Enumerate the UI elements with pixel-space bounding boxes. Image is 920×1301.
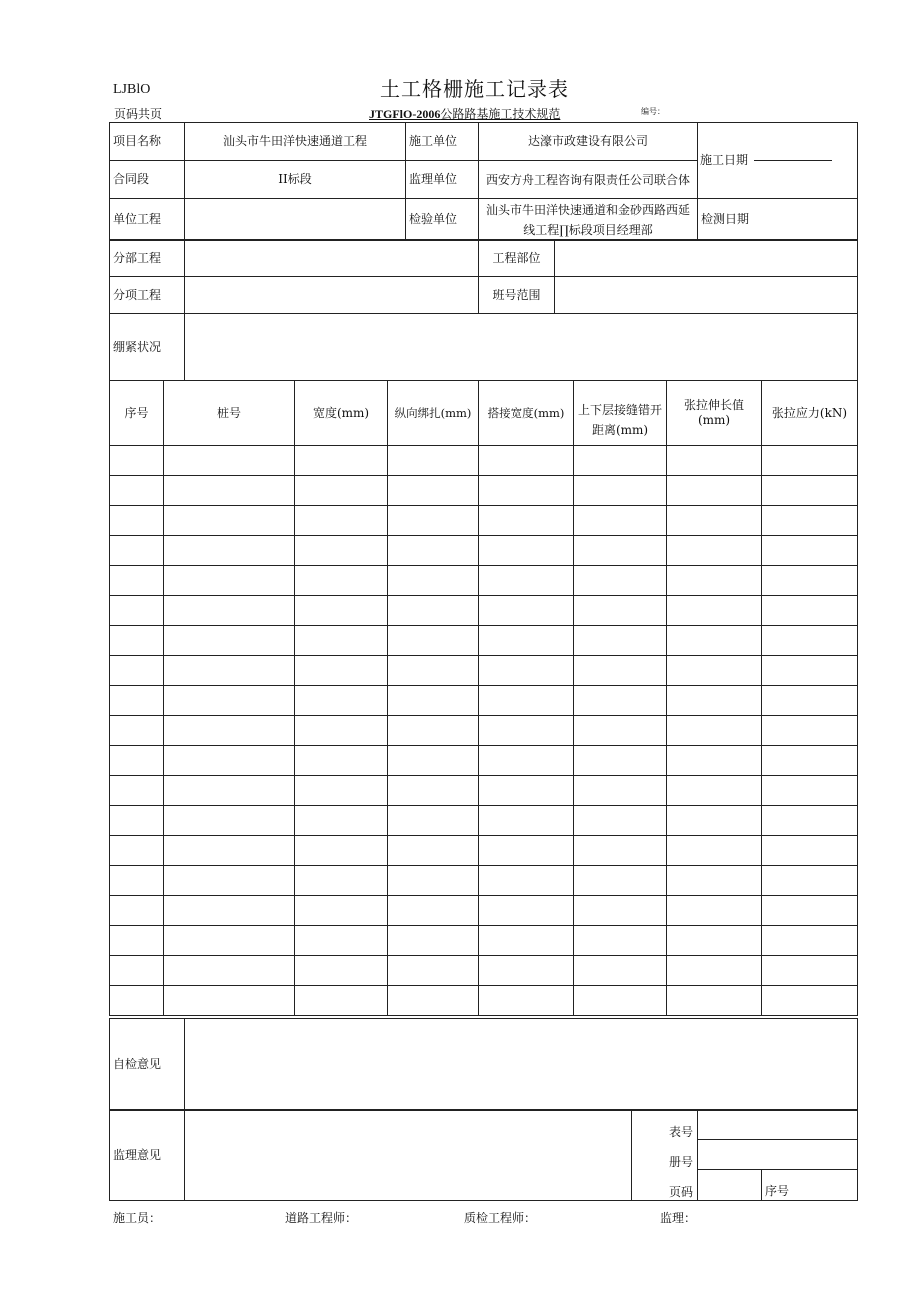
table-cell[interactable]: [388, 476, 479, 506]
signature-qc-engineer: 质检工程师：: [464, 1211, 537, 1225]
table-cell[interactable]: [295, 836, 388, 866]
table-row: [110, 686, 858, 716]
table-cell[interactable]: [762, 896, 858, 926]
table-cell[interactable]: [667, 596, 762, 626]
table-cell[interactable]: [479, 716, 574, 746]
table-cell[interactable]: [667, 686, 762, 716]
volume-no-value[interactable]: [698, 1140, 858, 1170]
table-cell[interactable]: [164, 596, 295, 626]
table-body: [110, 446, 858, 1016]
col-header-seq: 序号: [110, 381, 164, 446]
table-cell[interactable]: [667, 446, 762, 476]
table-cell[interactable]: [295, 536, 388, 566]
table-cell[interactable]: [762, 716, 858, 746]
table-cell[interactable]: [667, 566, 762, 596]
signature-supervisor: 监理：: [660, 1211, 697, 1225]
inspection-date-label[interactable]: 检测日期: [698, 199, 858, 241]
table-cell[interactable]: [388, 716, 479, 746]
table-cell[interactable]: [295, 716, 388, 746]
table-cell[interactable]: [110, 476, 164, 506]
table-cell[interactable]: [667, 626, 762, 656]
table-cell[interactable]: [164, 506, 295, 536]
table-cell[interactable]: [110, 806, 164, 836]
seq-no-label[interactable]: 序号: [762, 1170, 858, 1201]
table-row: [110, 566, 858, 596]
self-check-label: 自检意见: [110, 1019, 185, 1111]
table-cell[interactable]: [295, 506, 388, 536]
table-row: [110, 596, 858, 626]
table-cell[interactable]: [388, 536, 479, 566]
date-underline: [754, 160, 832, 161]
page-title: 土工格栅施工记录表: [380, 77, 569, 101]
table-cell[interactable]: [388, 506, 479, 536]
table-cell[interactable]: [667, 806, 762, 836]
form-code: LJBlO: [113, 82, 151, 97]
table-cell[interactable]: [110, 836, 164, 866]
page-no-label: 页码: [668, 1185, 693, 1199]
table-cell[interactable]: [762, 686, 858, 716]
table-cell[interactable]: [295, 446, 388, 476]
table-cell[interactable]: [667, 776, 762, 806]
location-value[interactable]: [555, 240, 858, 277]
table-row: [110, 716, 858, 746]
project-name-label: 项目名称: [110, 123, 185, 161]
subitem-label: 分项工程: [110, 277, 185, 314]
table-cell[interactable]: [762, 596, 858, 626]
table-cell[interactable]: [164, 746, 295, 776]
contractor-label: 施工单位: [406, 123, 479, 161]
table-row: [110, 926, 858, 956]
table-cell[interactable]: [295, 866, 388, 896]
table-cell[interactable]: [479, 926, 574, 956]
table-cell[interactable]: [164, 956, 295, 986]
self-check-table: [109, 1018, 858, 1111]
table-cell[interactable]: [164, 806, 295, 836]
table-cell[interactable]: [388, 626, 479, 656]
table-cell[interactable]: [479, 536, 574, 566]
table-cell[interactable]: [110, 626, 164, 656]
table-cell[interactable]: [667, 746, 762, 776]
table-cell[interactable]: [479, 686, 574, 716]
table-cell[interactable]: [164, 446, 295, 476]
standard-code: JTGFlO-2006: [369, 107, 441, 121]
table-cell[interactable]: [574, 626, 667, 656]
supervisor-label: 监理单位: [406, 161, 479, 199]
meta-label-cell: [632, 1110, 698, 1201]
table-cell[interactable]: [574, 656, 667, 686]
col-header-tension-stress: 张拉应力(kN): [762, 381, 858, 446]
table-cell[interactable]: [762, 626, 858, 656]
table-cell[interactable]: [110, 926, 164, 956]
supervision-label: 监理意见: [110, 1110, 185, 1201]
table-header-row: [110, 381, 858, 446]
table-cell[interactable]: [762, 536, 858, 566]
table-cell[interactable]: [295, 986, 388, 1016]
table-cell[interactable]: [388, 896, 479, 926]
table-cell[interactable]: [574, 446, 667, 476]
table-cell[interactable]: [388, 596, 479, 626]
table-cell[interactable]: [574, 536, 667, 566]
table-row: [110, 896, 858, 926]
signature-road-engineer: 道路工程师：: [285, 1211, 358, 1225]
table-cell[interactable]: [295, 956, 388, 986]
table-cell[interactable]: [164, 776, 295, 806]
standard-reference: [369, 105, 560, 122]
tension-status-label: 绷紧状况: [110, 314, 185, 381]
table-cell[interactable]: [295, 656, 388, 686]
table-cell[interactable]: [388, 956, 479, 986]
table-cell[interactable]: [164, 686, 295, 716]
unit-work-value[interactable]: [185, 199, 406, 241]
info-table-mid: [109, 239, 858, 381]
table-cell[interactable]: [667, 896, 762, 926]
construction-date-cell[interactable]: [698, 123, 858, 199]
inspection-unit-label: 检验单位: [406, 199, 479, 241]
table-cell[interactable]: [667, 506, 762, 536]
table-cell[interactable]: [388, 926, 479, 956]
table-cell[interactable]: [479, 746, 574, 776]
table-cell[interactable]: [479, 566, 574, 596]
table-cell[interactable]: [164, 476, 295, 506]
table-cell[interactable]: [479, 596, 574, 626]
table-row: [110, 506, 858, 536]
table-cell[interactable]: [574, 716, 667, 746]
table-cell[interactable]: [164, 566, 295, 596]
serial-number-label: 编号：: [641, 107, 665, 116]
table-cell[interactable]: [667, 656, 762, 686]
table-cell[interactable]: [479, 896, 574, 926]
info-table-top: [109, 122, 858, 241]
signature-worker: 施工员：: [113, 1211, 162, 1225]
table-cell[interactable]: [295, 896, 388, 926]
self-check-value[interactable]: [185, 1019, 858, 1111]
table-row: [110, 536, 858, 566]
table-cell[interactable]: [388, 566, 479, 596]
table-cell[interactable]: [762, 956, 858, 986]
table-cell[interactable]: [574, 506, 667, 536]
info-row: [110, 123, 858, 161]
page-no-value[interactable]: [698, 1170, 762, 1201]
table-cell[interactable]: [667, 716, 762, 746]
contract-section-value[interactable]: II标段: [185, 161, 406, 199]
table-cell[interactable]: [295, 626, 388, 656]
table-cell[interactable]: [295, 476, 388, 506]
table-cell[interactable]: [762, 566, 858, 596]
table-cell[interactable]: [762, 986, 858, 1016]
shift-range-value[interactable]: [555, 277, 858, 314]
table-cell[interactable]: [110, 986, 164, 1016]
table-cell[interactable]: [479, 656, 574, 686]
table-cell[interactable]: [388, 686, 479, 716]
table-cell[interactable]: [479, 986, 574, 1016]
page-count-label: 页码共页: [114, 107, 163, 121]
table-cell[interactable]: [574, 836, 667, 866]
table-cell[interactable]: [110, 506, 164, 536]
table-cell[interactable]: [164, 836, 295, 866]
table-cell[interactable]: [574, 776, 667, 806]
table-cell[interactable]: [574, 896, 667, 926]
table-cell[interactable]: [164, 536, 295, 566]
table-cell[interactable]: [110, 656, 164, 686]
table-row: [110, 986, 858, 1016]
table-row: [110, 866, 858, 896]
table-cell[interactable]: [295, 746, 388, 776]
table-cell[interactable]: [574, 926, 667, 956]
table-row: [110, 746, 858, 776]
table-row: [110, 776, 858, 806]
table-cell[interactable]: [762, 806, 858, 836]
supervision-row: [110, 1110, 858, 1140]
table-cell[interactable]: [574, 746, 667, 776]
table-cell[interactable]: [574, 566, 667, 596]
table-cell[interactable]: [110, 776, 164, 806]
construction-date-label: 施工日期: [700, 153, 749, 167]
table-cell[interactable]: [762, 926, 858, 956]
info-row: [110, 314, 858, 381]
table-cell[interactable]: [110, 896, 164, 926]
table-cell[interactable]: [388, 866, 479, 896]
table-cell[interactable]: [479, 476, 574, 506]
table-cell[interactable]: [479, 626, 574, 656]
info-row: [110, 277, 858, 314]
table-cell[interactable]: [295, 776, 388, 806]
table-cell[interactable]: [762, 506, 858, 536]
table-cell[interactable]: [574, 956, 667, 986]
table-cell[interactable]: [479, 806, 574, 836]
info-row: [110, 199, 858, 241]
table-cell[interactable]: [762, 446, 858, 476]
table-cell[interactable]: [388, 776, 479, 806]
contractor-value[interactable]: 达濠市政建设有限公司: [479, 123, 698, 161]
col-header-overlap-width: 搭接宽度(mm): [479, 381, 574, 446]
tension-status-value[interactable]: [185, 314, 858, 381]
table-cell[interactable]: [388, 656, 479, 686]
table-cell[interactable]: [667, 956, 762, 986]
table-row: [110, 956, 858, 986]
table-row: [110, 626, 858, 656]
table-cell[interactable]: [762, 776, 858, 806]
table-cell[interactable]: [762, 476, 858, 506]
location-label: 工程部位: [479, 240, 555, 277]
table-cell[interactable]: [164, 626, 295, 656]
table-cell[interactable]: [110, 716, 164, 746]
table-cell[interactable]: [667, 986, 762, 1016]
table-cell[interactable]: [295, 596, 388, 626]
table-cell[interactable]: [667, 836, 762, 866]
table-cell[interactable]: [110, 746, 164, 776]
table-row: [110, 656, 858, 686]
table-cell[interactable]: [110, 536, 164, 566]
col-header-elongation: 张拉伸长值(mm): [667, 381, 762, 446]
project-name-value[interactable]: 汕头市牛田洋快速通道工程: [185, 123, 406, 161]
table-cell[interactable]: [110, 596, 164, 626]
table-cell[interactable]: [388, 806, 479, 836]
col-header-seam-offset: 上下层接缝错开距离(mm): [574, 381, 667, 446]
table-cell[interactable]: [762, 836, 858, 866]
table-cell[interactable]: [574, 866, 667, 896]
table-cell[interactable]: [667, 476, 762, 506]
table-row: [110, 446, 858, 476]
unit-work-label: 单位工程: [110, 199, 185, 241]
table-cell[interactable]: [762, 656, 858, 686]
table-cell[interactable]: [479, 446, 574, 476]
table-cell[interactable]: [762, 746, 858, 776]
supervisor-value[interactable]: 西安方舟工程咨询有限责任公司联合体: [479, 161, 698, 199]
contract-section-label: 合同段: [110, 161, 185, 199]
table-cell[interactable]: [762, 866, 858, 896]
record-table: [109, 380, 858, 1016]
supervision-table: [109, 1109, 858, 1201]
table-cell[interactable]: [164, 866, 295, 896]
table-cell[interactable]: [574, 986, 667, 1016]
table-row: [110, 836, 858, 866]
table-cell[interactable]: [667, 866, 762, 896]
form-no-label: 表号: [668, 1125, 693, 1139]
table-cell[interactable]: [479, 776, 574, 806]
table-cell[interactable]: [295, 686, 388, 716]
table-cell[interactable]: [479, 506, 574, 536]
table-cell[interactable]: [110, 686, 164, 716]
division-value[interactable]: [185, 240, 479, 277]
col-header-width: 宽度(mm): [295, 381, 388, 446]
supervision-value[interactable]: [185, 1110, 632, 1201]
table-cell[interactable]: [574, 686, 667, 716]
form-no-value[interactable]: [698, 1110, 858, 1140]
volume-no-label: 册号: [668, 1155, 693, 1169]
table-cell[interactable]: [479, 866, 574, 896]
self-check-row: [110, 1019, 858, 1111]
table-cell[interactable]: [574, 806, 667, 836]
table-cell[interactable]: [110, 566, 164, 596]
standard-name: 公路路基施工技术规范: [440, 107, 561, 121]
table-cell[interactable]: [388, 446, 479, 476]
col-header-longitudinal-binding: 纵向绑扎(mm): [388, 381, 479, 446]
table-cell[interactable]: [110, 866, 164, 896]
division-label: 分部工程: [110, 240, 185, 277]
info-row: [110, 240, 858, 277]
table-cell[interactable]: [110, 956, 164, 986]
table-cell[interactable]: [164, 656, 295, 686]
table-cell[interactable]: [164, 986, 295, 1016]
table-cell[interactable]: [295, 806, 388, 836]
table-cell[interactable]: [479, 836, 574, 866]
table-cell[interactable]: [164, 926, 295, 956]
inspection-unit-value[interactable]: 汕头市牛田洋快速通道和金砂西路西延线工程∏标段项目经理部: [479, 199, 698, 241]
table-cell[interactable]: [479, 956, 574, 986]
table-cell[interactable]: [667, 536, 762, 566]
col-header-station: 桩号: [164, 381, 295, 446]
table-cell[interactable]: [164, 896, 295, 926]
table-cell[interactable]: [110, 446, 164, 476]
shift-range-label: 班号范围: [479, 277, 555, 314]
table-cell[interactable]: [388, 746, 479, 776]
table-row: [110, 806, 858, 836]
table-cell[interactable]: [295, 926, 388, 956]
table-cell[interactable]: [667, 926, 762, 956]
table-cell[interactable]: [388, 836, 479, 866]
subitem-value[interactable]: [185, 277, 479, 314]
table-cell[interactable]: [574, 476, 667, 506]
table-cell[interactable]: [574, 596, 667, 626]
table-row: [110, 476, 858, 506]
table-cell[interactable]: [295, 566, 388, 596]
table-cell[interactable]: [164, 716, 295, 746]
table-cell[interactable]: [388, 986, 479, 1016]
